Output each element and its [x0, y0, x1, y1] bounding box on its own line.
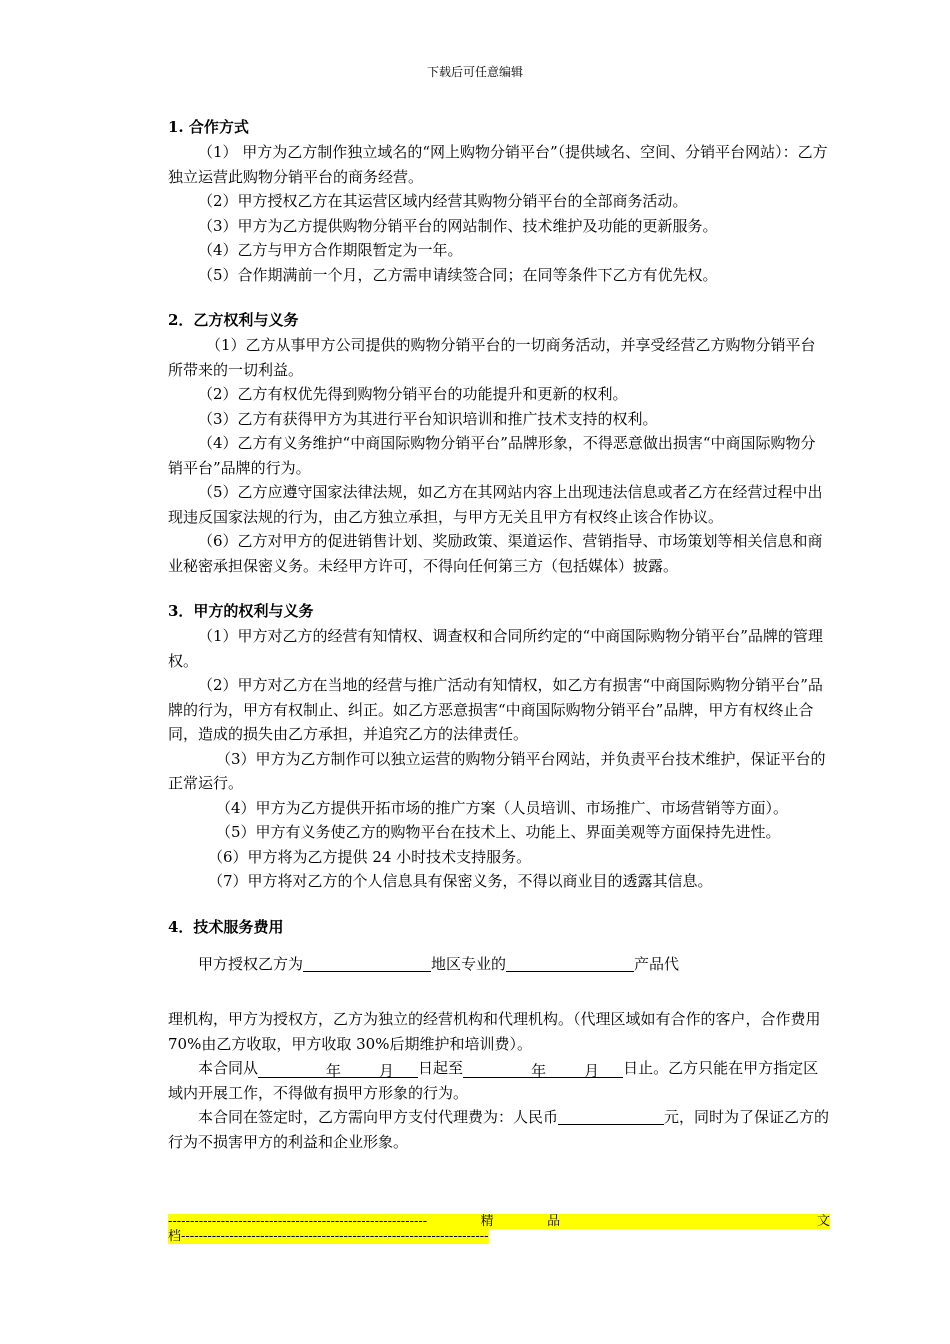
fee-amount-blank[interactable] — [558, 1106, 664, 1125]
section-4-title: 4．技术服务费用 — [168, 917, 284, 936]
s2-clause-1: （1）乙方从事甲方公司提供的购物分销平台的一切商务活动，并享受经营乙方购物分销平台所带来的一切利益。 — [168, 336, 816, 379]
s2-clause-2: （2）乙方有权优先得到购物分销平台的功能提升和更新的权利。 — [198, 385, 628, 403]
term-from-month: 月 — [379, 1062, 395, 1080]
s3-clause-3: （3）甲方为乙方制作可以独立运营的购物分销平台网站，并负责平台技术维护，保证平台的正常运行。 — [168, 749, 826, 792]
s2-clause-4: （4）乙方有义务维护“中商国际购物分销平台”品牌形象，不得恶意做出损害“中商国际购物分销平台”品牌的行为。 — [168, 434, 816, 477]
term-from-blank[interactable] — [258, 1059, 418, 1078]
s1-clause-4: （4）乙方与甲方合作期限暂定为一年。 — [198, 241, 463, 259]
section-1-title: 1. 合作方式 — [168, 118, 249, 136]
section-2-title: 2．乙方权利与义务 — [168, 311, 299, 329]
s3-clause-7: （7）甲方将对乙方的个人信息具有保密义务，不得以商业目的透露其信息。 — [208, 872, 713, 890]
footer-dashes-right: ---------------------------------------------------------------------- — [181, 1229, 489, 1244]
s4-text-a: 甲方授权乙方为 — [198, 954, 304, 973]
region-blank[interactable] — [303, 953, 431, 972]
term-from-day: 日起至 — [418, 1059, 464, 1077]
term-to-blank[interactable] — [463, 1059, 623, 1078]
footer-watermark — [168, 1214, 830, 1248]
footer-line-2 — [168, 1229, 489, 1244]
document-body — [168, 114, 830, 1154]
s3-clause-2: （2）甲方对乙方在当地的经营与推广活动有知情权，如乙方有损害“中商国际购物分销平台”品牌的行为，甲方有权制止、纠正。如乙方恶意损害“中商国际购物分销平台”品牌，甲方有权终止合同，造成的损失由乙方承担，并追究乙方的法律责任。 — [168, 676, 823, 743]
s4-fee-text-b: 元，同时为了保证乙方的行为不损害甲方的利益和企业形象。 — [168, 1108, 830, 1151]
page-header: 下载后可任意编辑 — [426, 65, 523, 79]
term-from-year: 年 — [326, 1062, 342, 1080]
s1-clause-1: （1） 甲方为乙方制作独立域名的“网上购物分销平台”（提供域名、空间、分销平台网站）：乙方独立运营此购物分销平台的商务经营。 — [168, 143, 828, 186]
s1-clause-3: （3）甲方为乙方提供购物分销平台的网站制作、技术维护及功能的更新服务。 — [198, 216, 718, 235]
s3-clause-4: （4）甲方为乙方提供开拓市场的推广方案（人员培训、市场推广、市场营销等方面）。 — [216, 798, 789, 817]
footer-char-1: 精 — [480, 1214, 494, 1229]
footer-char-2: 品 — [547, 1214, 561, 1229]
s4-fee-paragraph — [168, 1105, 830, 1154]
s1-clause-2: （2）甲方授权乙方在其运营区域内经营其购物分销平台的全部商务活动。 — [198, 192, 688, 210]
section-3-title: 3．甲方的权利与义务 — [168, 602, 314, 620]
s4-term-text-a: 本合同从 — [198, 1059, 259, 1077]
product-blank[interactable] — [506, 953, 634, 972]
s4-text-b: 地区专业的 — [431, 954, 507, 973]
s2-clause-6: （6）乙方对甲方的促进销售计划、奖励政策、渠道运作、营销指导、市场策划等相关信息和商业秘密承担保密义务。未经甲方许可，不得向任何第三方（包括媒体）披露。 — [168, 532, 823, 575]
s4-authorization-line — [168, 952, 830, 977]
s3-clause-6: （6）甲方将为乙方提供 24 小时技术支持服务。 — [208, 847, 532, 866]
footer-char-4: 档 — [168, 1229, 182, 1244]
s2-clause-3: （3）乙方有获得甲方为其进行平台知识培训和推广技术支持的权利。 — [198, 409, 658, 428]
s4-agency-paragraph: 理机构，甲方为授权方，乙方为独立的经营机构和代理机构。（代理区域如有合作的客户，合作费用 70%由乙方收取，甲方收取 30%后期维护和培训费）。 — [168, 1010, 821, 1053]
s4-fee-text-a: 本合同在签定时，乙方需向甲方支付代理费为：人民币 — [198, 1108, 559, 1126]
footer-line-1 — [168, 1214, 830, 1229]
s4-term-paragraph — [168, 1056, 830, 1105]
s1-clause-5: （5）合作期满前一个月，乙方需申请续签合同；在同等条件下乙方有优先权。 — [198, 265, 718, 284]
footer-char-3: 文 — [816, 1214, 830, 1229]
footer-dashes-left: ----------------------------------------------------------- — [168, 1214, 428, 1229]
term-to-month: 月 — [584, 1062, 600, 1080]
s3-clause-5: （5）甲方有义务使乙方的购物平台在技术上、功能上、界面美观等方面保持先进性。 — [216, 823, 781, 841]
s4-text-c: 产品代 — [634, 954, 680, 973]
s2-clause-5: （5）乙方应遵守国家法律法规，如乙方在其网站内容上出现违法信息或者乙方在经营过程中出现违反国家法规的行为，由乙方独立承担，与甲方无关且甲方有权终止该合作协议。 — [168, 483, 823, 526]
term-to-year: 年 — [531, 1062, 547, 1080]
s3-clause-1: （1）甲方对乙方的经营有知情权、调查权和合同所约定的“中商国际购物分销平台”品牌的管理权。 — [168, 627, 823, 670]
term-to-day: 日止。乙方只能在甲方指定区域内开展工作，不得做有损甲方形象的行为。 — [168, 1059, 819, 1102]
